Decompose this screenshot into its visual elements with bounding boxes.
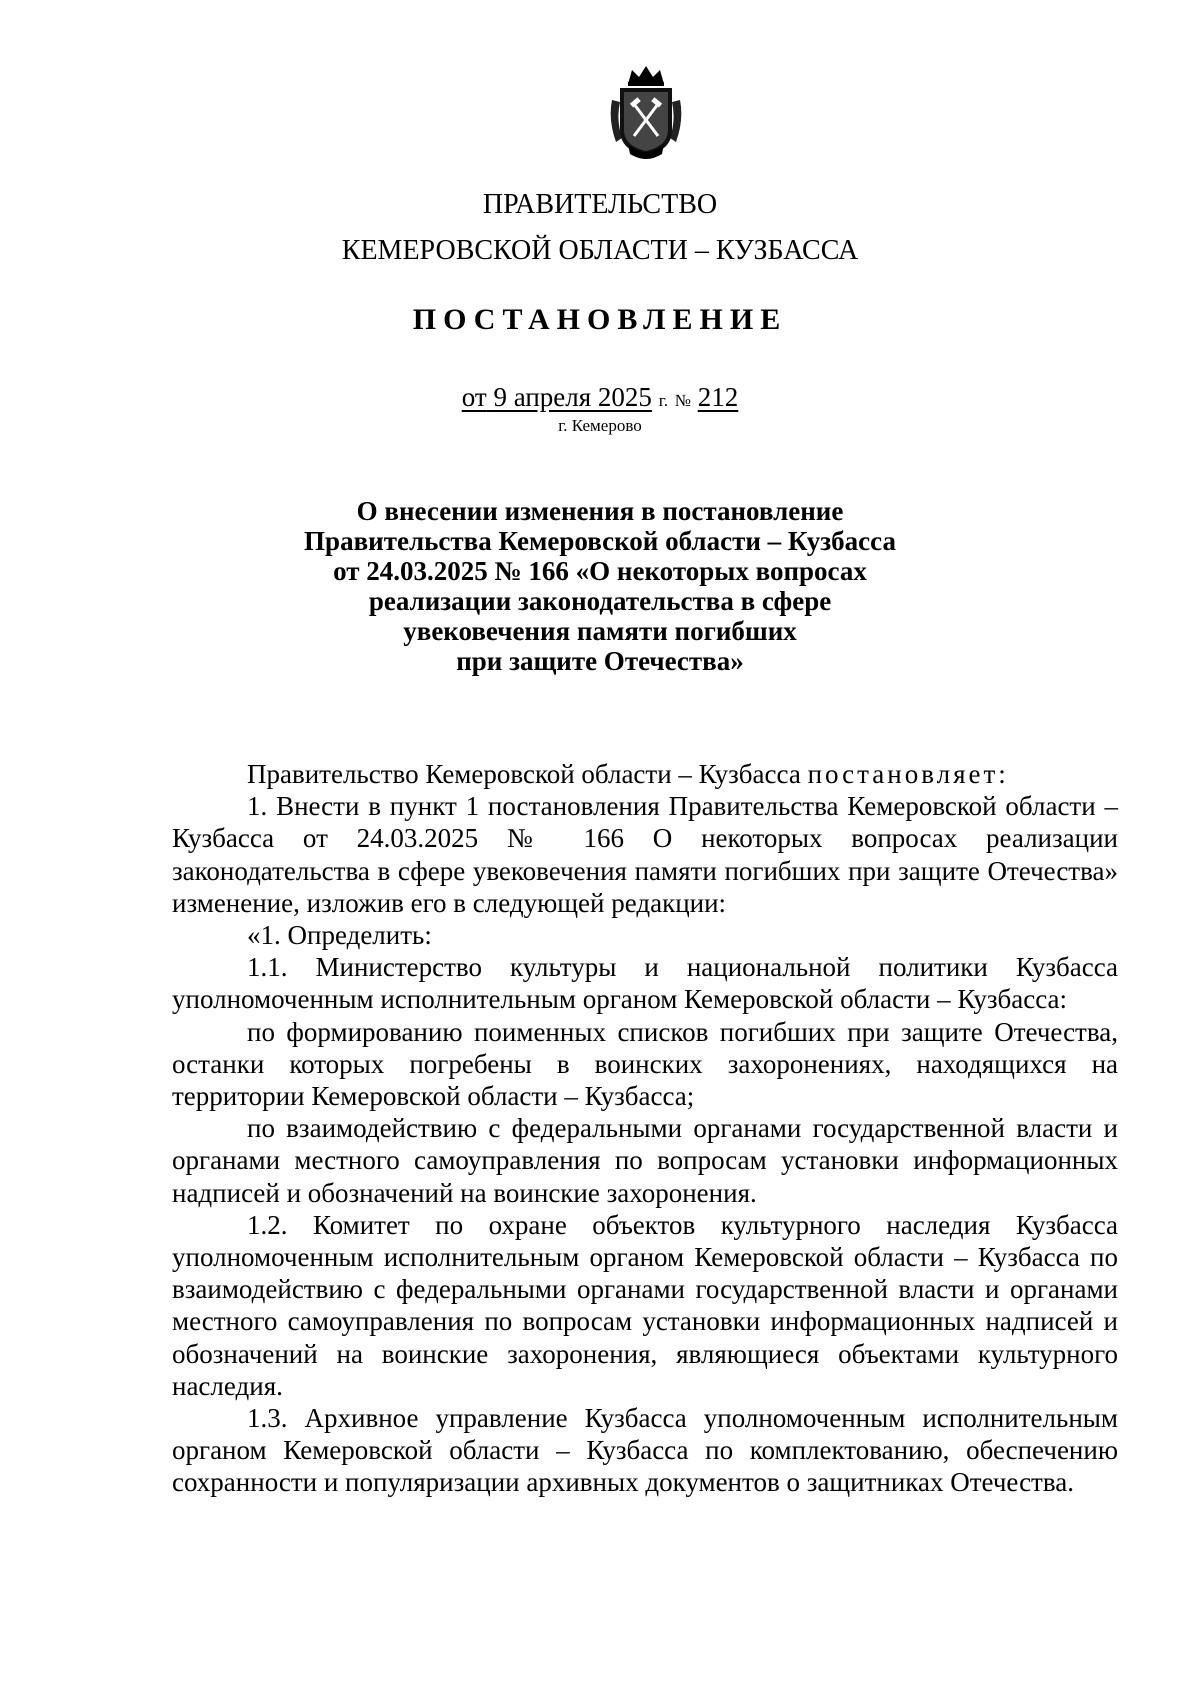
title-line: реализации законодательства в сфере bbox=[368, 586, 832, 616]
coat-of-arms-emblem bbox=[606, 60, 686, 160]
body-paragraph: 1.2. Комитет по охране объектов культурного наследия Кузбасса уполномоченным исполнительным органом Кемеровской области – Кузбасса по взаимодействию с федеральными органами государственной власти и органами местного самоуправления по вопросам установки информационных надписей и обозначений на воинские захоронения, являющиеся объектами культурного наследия. bbox=[172, 1209, 1118, 1401]
number-sign: № bbox=[674, 391, 691, 410]
body-paragraph: «1. Определить: bbox=[247, 920, 432, 951]
organization-name-line2: КЕМЕРОВСКОЙ ОБЛАСТИ – КУЗБАССА bbox=[341, 235, 859, 266]
title-line: увековечения памяти погибших bbox=[403, 616, 797, 646]
title-line: Правительства Кемеровской области – Кузбасса bbox=[304, 526, 896, 556]
body-paragraph: по взаимодействию с федеральными органами государственной власти и органами местного самоуправления по вопросам установки информационных надписей и обозначений на воинские захоронения. bbox=[172, 1113, 1118, 1208]
document-title bbox=[0, 496, 1200, 676]
document-number: 212 bbox=[697, 382, 739, 412]
title-line: О внесении изменения в постановление bbox=[356, 496, 844, 526]
document-type: ПОСТАНОВЛЕНИЕ bbox=[412, 303, 788, 336]
title-line: от 24.03.2025 № 166 «О некоторых вопросах bbox=[333, 556, 867, 586]
body-paragraph: 1.1. Министерство культуры и национальной политики Кузбасса уполномоченным исполнительным органом Кемеровской области – Кузбасса: bbox=[172, 952, 1118, 1015]
title-line: при защите Отечества» bbox=[456, 646, 744, 676]
document-body bbox=[172, 758, 1118, 1499]
document-city: г. Кемерово bbox=[558, 416, 642, 435]
organization-name-line1: ПРАВИТЕЛЬСТВО bbox=[482, 189, 718, 220]
body-paragraph: по формированию поименных списков погибших при защите Отечества, останки которых погребены в воинских захоронениях, находящихся на территории Кемеровской области – Кузбасса; bbox=[172, 1016, 1118, 1112]
document-date: от 9 апреля 2025 bbox=[461, 382, 652, 412]
intro-paragraph: Правительство Кемеровской области – Кузбасса постановляет: bbox=[247, 759, 1009, 789]
body-paragraph: 1. Внести в пункт 1 постановления Правительства Кемеровской области – Кузбасса от 24.03.2025 № 166 О некоторых вопросах реализации законодательства в сфере увековечения памяти погибших при защите Отечества» изменение, изложив его в следующей редакции: bbox=[172, 791, 1118, 918]
body-paragraph: 1.3. Архивное управление Кузбасса уполномоченным исполнительным органом Кемеровской области – Кузбасса по комплектованию, обеспечению сохранности и популяризации архивных документов о защитниках Отечества. bbox=[172, 1403, 1118, 1498]
year-suffix: г. bbox=[658, 391, 668, 410]
date-number-line bbox=[0, 382, 1200, 416]
